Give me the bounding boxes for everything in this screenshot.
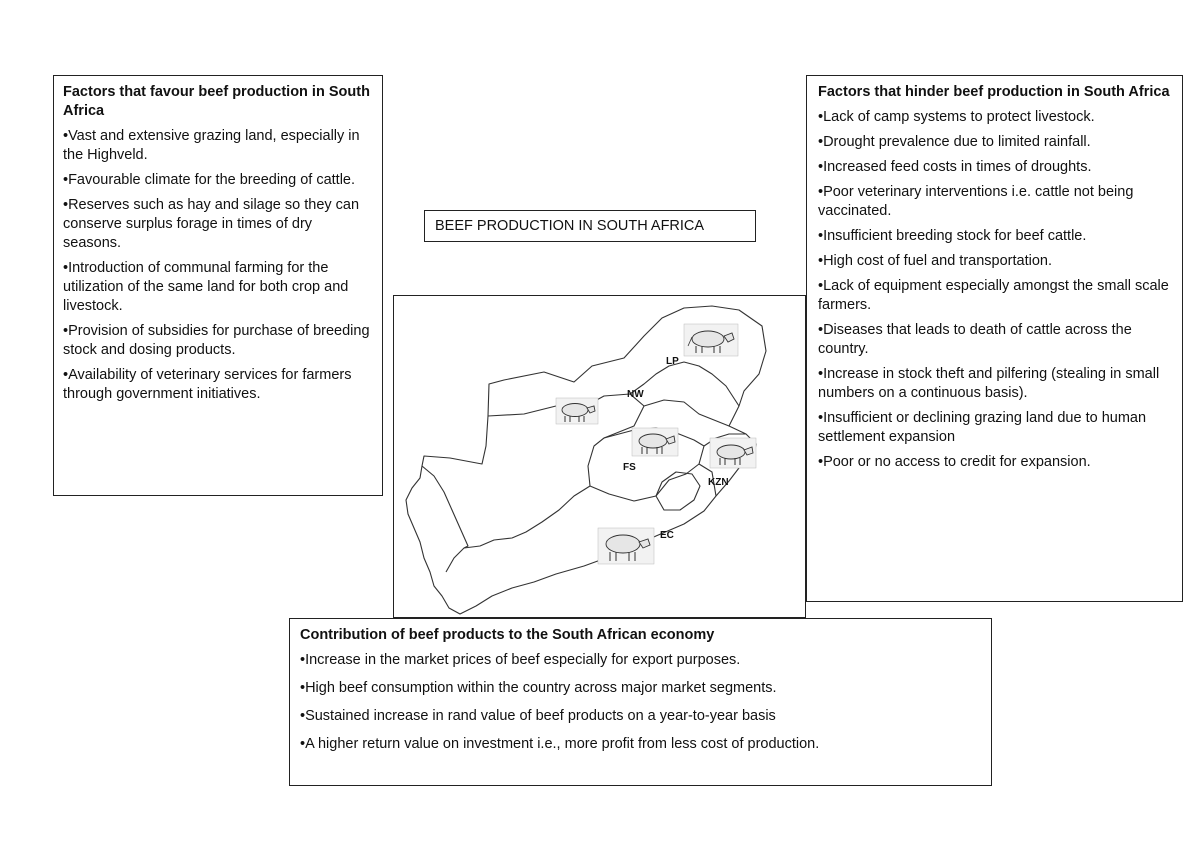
region-label-nw: NW: [627, 389, 644, 400]
cattle-icon: [632, 428, 678, 456]
economy-contribution-box: [289, 618, 992, 786]
south-africa-map: [393, 295, 806, 618]
map-svg: [394, 296, 805, 617]
hinder-item: •Poor veterinary interventions i.e. cattle not being vaccinated.: [818, 184, 1134, 219]
cattle-icon: [556, 398, 598, 424]
hinder-item: •Diseases that leads to death of cattle across the country.: [818, 322, 1132, 357]
border-gp-mp: [644, 400, 729, 426]
favour-item: •Provision of subsidies for purchase of breeding stock and dosing products.: [63, 323, 370, 358]
favour-item: •Vast and extensive grazing land, especially in the Highveld.: [63, 128, 360, 163]
border-lp: [630, 362, 739, 406]
favour-item: •Availability of veterinary services for farmers through government initiatives.: [63, 367, 352, 402]
region-label-ec: EC: [660, 530, 674, 541]
hinder-item: •High cost of fuel and transportation.: [818, 253, 1052, 269]
region-label-fs: FS: [623, 462, 636, 473]
favour-item: •Reserves such as hay and silage so they can conserve surplus forage in times of dry seasons.: [63, 197, 360, 251]
diagram-title: BEEF PRODUCTION IN SOUTH AFRICA: [435, 218, 705, 234]
cattle-icon: [598, 528, 654, 564]
hinder-item: •Lack of camp systems to protect livestock.: [818, 109, 1095, 125]
favour-factors-box: [53, 75, 383, 496]
economy-item: •High beef consumption within the country across major market segments.: [300, 680, 777, 696]
hinder-item: •Increased feed costs in times of droughts.: [818, 159, 1092, 175]
border-ec: [446, 486, 590, 572]
economy-heading: Contribution of beef products to the South African economy: [300, 627, 715, 643]
economy-item: •Increase in the market prices of beef especially for export purposes.: [300, 652, 741, 668]
hinder-item: •Lack of equipment especially amongst the small scale farmers.: [818, 278, 1169, 313]
cattle-icon: [684, 324, 738, 356]
hinder-factors-box: [806, 75, 1183, 602]
diagram-title-box: [424, 210, 756, 242]
economy-item: •Sustained increase in rand value of beef products on a year-to-year basis: [300, 708, 776, 724]
hinder-item: •Insufficient breeding stock for beef cattle.: [818, 228, 1087, 244]
hinder-item: •Drought prevalence due to limited rainfall.: [818, 134, 1091, 150]
hinder-heading: Factors that hinder beef production in South Africa: [818, 84, 1170, 100]
favour-heading: Factors that favour beef production in South Africa: [63, 84, 370, 119]
hinder-item: •Insufficient or declining grazing land due to human settlement expansion: [818, 410, 1147, 445]
border-wc: [422, 466, 468, 548]
favour-item: •Introduction of communal farming for the utilization of the same land for both crop and livestock.: [63, 260, 349, 314]
favour-item: •Favourable climate for the breeding of cattle.: [63, 172, 356, 188]
region-label-lp: LP: [666, 356, 679, 367]
cattle-icon: [710, 438, 756, 468]
hinder-item: •Increase in stock theft and pilfering (stealing in small numbers on a continuous basis).: [818, 366, 1160, 401]
border-lesotho: [656, 472, 700, 510]
economy-item: •A higher return value on investment i.e., more profit from less cost of production.: [300, 736, 820, 752]
hinder-item: •Poor or no access to credit for expansion.: [818, 454, 1091, 470]
region-label-kzn: KZN: [708, 477, 729, 488]
